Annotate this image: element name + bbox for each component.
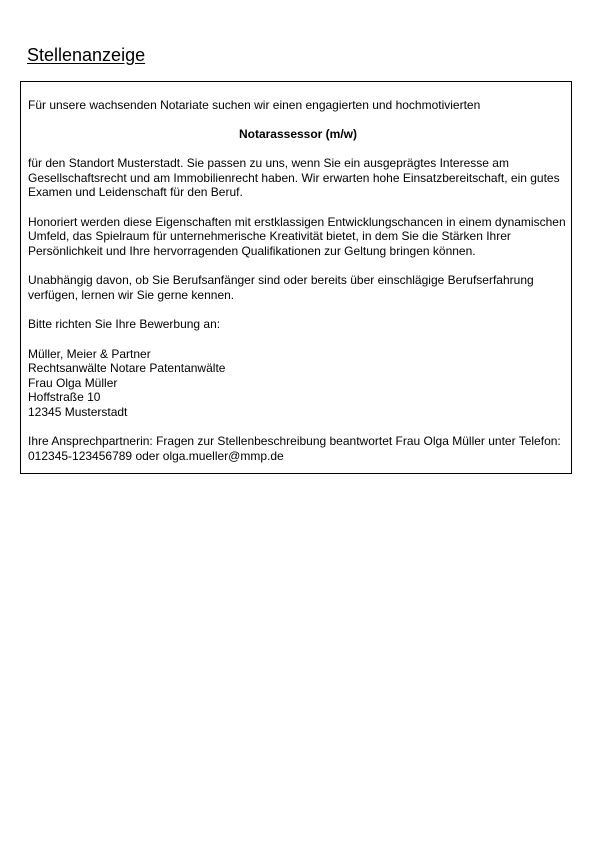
application-prompt: Bitte richten Sie Ihre Bewerbung an:: [28, 317, 221, 331]
contact-text: [28, 434, 568, 463]
address-contact-name: Frau Olga Müller: [28, 375, 118, 390]
address-street: Hoffstraße 10: [28, 390, 101, 404]
contact-details: 012345-123456789 oder olga.mueller@mmp.de: [28, 448, 284, 463]
contact-intro: Ihre Ansprechpartnerin: Fragen zur Stellenbeschreibung beantwortet Frau Olga Müller unter Telefon:: [28, 434, 561, 448]
page-title: Stellenanzeige: [27, 45, 146, 65]
address-company: Müller, Meier & Partner: [28, 346, 151, 361]
intro-text: Für unsere wachsenden Notariate suchen wir einen engagierten und hochmotivierten: [28, 98, 481, 112]
job-ad-content: [28, 98, 568, 463]
paragraph-offer: Honoriert werden diese Eigenschaften mit erstklassigen Entwicklungschancen in einem dynamischen Umfeld, das Spielraum für unternehmerische Kreativität bietet, in dem Sie die Stärken Ihrer Persönlichkeit und Ihre hervorragenden Qualifikationen zur Geltung bringen können.: [28, 214, 566, 258]
job-title: Notarassessor (m/w): [238, 126, 358, 141]
paragraph-location: für den Standort Musterstadt. Sie passen zu uns, wenn Sie ein ausgeprägtes Interesse am Gesellschaftsrecht und am Immobilienrecht haben. Wir erwarten hohe Einsatzbereitschaft, ein gutes Examen und Leidenschaft für den Beruf.: [28, 156, 560, 199]
address-block: [28, 347, 568, 420]
paragraph-experience: Unabhängig davon, ob Sie Berufsanfänger sind oder bereits über einschlägige Berufserfahrung verfügen, lernen wir Sie gerne kennen.: [28, 273, 534, 302]
address-city: 12345 Musterstadt: [28, 404, 128, 419]
address-subtitle: Rechtsanwälte Notare Patentanwälte: [28, 361, 226, 375]
job-ad-box: [20, 81, 572, 474]
